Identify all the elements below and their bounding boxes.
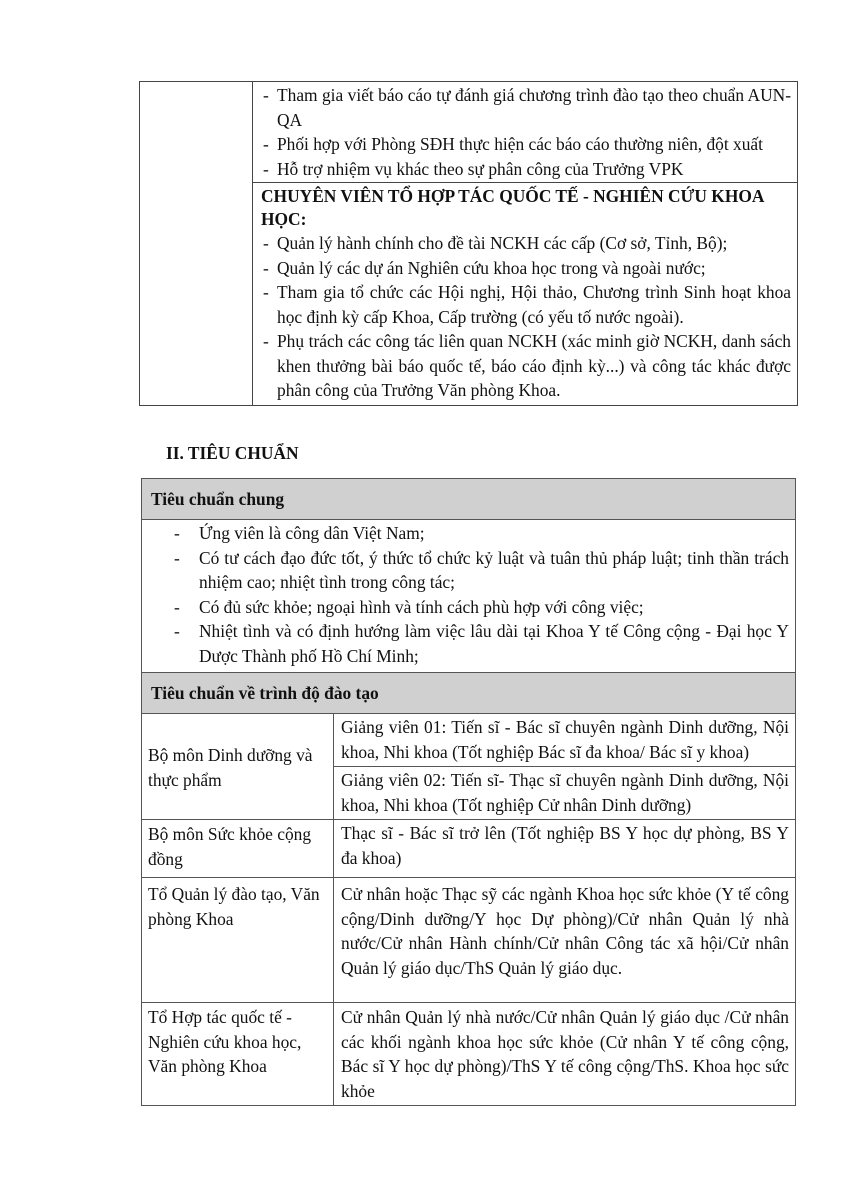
list-item: - Nhiệt tình và có định hướng làm việc lâu dài tại Khoa Y tế Công cộng - Đại học Y Dược Thành phố Hồ Chí Minh;	[174, 621, 789, 666]
unit-cell: Bộ môn Sức khỏe cộng đồng	[142, 820, 334, 878]
list-item: - Phối hợp với Phòng SĐH thực hiện các báo cáo thường niên, đột xuất	[263, 134, 763, 154]
table-row	[142, 878, 796, 1003]
table-row	[142, 1003, 796, 1106]
general-standards-cell	[142, 520, 796, 673]
list-item: - Quản lý các dự án Nghiên cứu khoa học trong và ngoài nước;	[263, 257, 706, 278]
duties-cell	[253, 82, 798, 183]
duties-table-continued	[139, 81, 798, 406]
list-item: - Có đủ sức khỏe; ngoại hình và tính cách phù hợp với công việc;	[174, 596, 644, 617]
section-heading: II. TIÊU CHUẨN	[166, 443, 299, 463]
requirement-cell: Thạc sĩ - Bác sĩ trở lên (Tốt nghiệp BS Y học dự phòng, BS Y đa khoa)	[334, 820, 796, 878]
table-row	[142, 714, 796, 767]
list-item: - Tham gia tổ chức các Hội nghị, Hội thảo, Chương trình Sinh hoạt khoa học định kỳ cấp Khoa, Cấp trường (có yếu tố nước ngoài).	[263, 282, 791, 327]
table-row	[142, 820, 796, 878]
general-standards-header: Tiêu chuẩn chung	[142, 479, 796, 520]
table-header-row	[142, 479, 796, 520]
section-title: CHUYÊN VIÊN TỔ HỢP TÁC QUỐC TẾ - NGHIÊN CỨU KHOA HỌC:	[261, 186, 764, 229]
list-item: - Tham gia viết báo cáo tự đánh giá chương trình đào tạo theo chuẩn AUN-QA	[263, 85, 791, 130]
table-row	[142, 520, 796, 673]
requirement-cell: Cử nhân hoặc Thạc sỹ các ngành Khoa học sức khỏe (Y tế công cộng/Dinh dưỡng/Y học Dự phòng)/Cử nhân Quản lý nhà nước/Cử nhân Hành chính/Cử nhân Công tác xã hội/Cử nhân Quản lý giáo dục/ThS Quản lý giáo dục.	[334, 878, 796, 1003]
table-header-row	[142, 673, 796, 714]
unit-cell: Bộ môn Dinh dưỡng và thực phẩm	[142, 714, 334, 820]
requirement-cell: Giảng viên 02: Tiến sĩ- Thạc sĩ chuyên ngành Dinh dưỡng, Nội khoa, Nhi khoa (Tốt nghiệp Cử nhân Dinh dưỡng)	[334, 767, 796, 820]
unit-cell: Tổ Hợp tác quốc tế - Nghiên cứu khoa học, Văn phòng Khoa	[142, 1003, 334, 1106]
requirement-cell: Giảng viên 01: Tiến sĩ - Bác sĩ chuyên ngành Dinh dưỡng, Nội khoa, Nhi khoa (Tốt nghiệp Bác sĩ đa khoa/ Bác sĩ y khoa)	[334, 714, 796, 767]
list-item: - Có tư cách đạo đức tốt, ý thức tổ chức kỷ luật và tuân thủ pháp luật; tinh thần trách nhiệm cao; nhiệt tình trong công tác;	[174, 547, 789, 592]
education-standards-header: Tiêu chuẩn về trình độ đào tạo	[142, 673, 796, 714]
list-item: - Quản lý hành chính cho đề tài NCKH các cấp (Cơ sở, Tỉnh, Bộ);	[263, 233, 728, 253]
duties-cell	[253, 183, 798, 406]
standards-table	[141, 478, 796, 1106]
table-row	[140, 82, 798, 183]
unit-cell: Tổ Quản lý đào tạo, Văn phòng Khoa	[142, 878, 334, 1003]
empty-position-cell	[140, 82, 253, 406]
list-item: - Hỗ trợ nhiệm vụ khác theo sự phân công của Trưởng VPK	[263, 158, 684, 179]
requirement-cell: Cử nhân Quản lý nhà nước/Cử nhân Quản lý giáo dục /Cử nhân các khối ngành khoa học sức khỏe (Cử nhân Y tế công cộng, Bác sĩ Y học dự phòng)/ThS Y tế công cộng/ThS. Khoa học sức khỏe	[334, 1003, 796, 1106]
list-item: - Ứng viên là công dân Việt Nam;	[174, 523, 425, 543]
list-item: - Phụ trách các công tác liên quan NCKH (xác minh giờ NCKH, danh sách khen thưởng bài báo quốc tế, báo cáo định kỳ...) và công tác khác được phân công của Trưởng Văn phòng Khoa.	[263, 331, 791, 400]
